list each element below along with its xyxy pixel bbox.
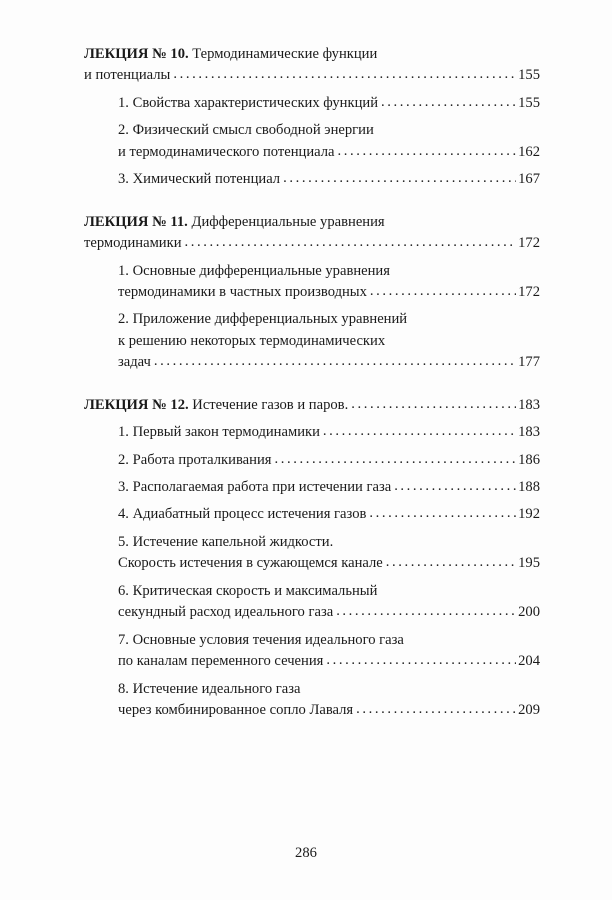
toc-item — [84, 120, 540, 163]
toc-item-label: 7. Основные условия течения идеального газа — [118, 631, 404, 648]
dot-leader — [381, 92, 516, 113]
toc-item-line-cont — [118, 553, 540, 574]
dot-leader — [338, 141, 517, 162]
dot-leader — [394, 476, 516, 497]
page-number: 183 — [518, 424, 540, 441]
toc-item-line-cont — [118, 700, 540, 721]
page-number: 177 — [518, 354, 540, 371]
dot-leader — [369, 503, 516, 524]
toc-item-line — [118, 477, 540, 498]
toc-item-label: 2. Приложение дифференциальных уравнений — [118, 311, 408, 328]
page-number: 155 — [518, 94, 540, 111]
dot-leader — [185, 232, 517, 253]
toc-item-line — [118, 630, 540, 651]
toc-item-line — [118, 261, 540, 282]
toc-heading — [84, 212, 540, 255]
toc-item-label: 8. Истечение идеального газа — [118, 680, 301, 697]
toc-item-label-cont: и термодинамического потенциала — [118, 143, 335, 160]
toc-item-label-cont: через комбинированное сопло Лаваля — [118, 701, 354, 718]
toc-item-line — [118, 309, 540, 330]
toc-item-label: 5. Истечение капельной жидкости. — [118, 533, 334, 550]
toc-item-line — [118, 679, 540, 700]
page-number: 188 — [518, 479, 540, 495]
dot-leader — [154, 351, 516, 372]
page-number: 192 — [518, 506, 540, 523]
toc-item-label-cont: по каналам переменного сечения — [118, 653, 324, 670]
toc-item — [84, 261, 540, 304]
toc-heading-line — [84, 395, 540, 416]
page-number: 162 — [518, 143, 540, 160]
lecture-label: ЛЕКЦИЯ № 11. — [84, 213, 188, 230]
toc-heading — [84, 395, 540, 416]
dot-leader — [356, 699, 516, 720]
dot-leader — [370, 281, 516, 302]
toc-item-label: 3. Располагаемая работа при истечении газа — [118, 479, 392, 495]
toc-item-label: 1. Свойства характеристических функций — [118, 94, 379, 111]
page-number: 186 — [518, 451, 540, 468]
toc-item-line-cont — [118, 331, 540, 352]
toc-heading-cont-line — [84, 65, 540, 86]
page-number: 167 — [518, 171, 540, 188]
dot-leader — [386, 552, 516, 573]
toc-block — [84, 212, 540, 374]
toc-heading-cont-line — [84, 233, 540, 254]
toc-item — [84, 450, 540, 471]
page-number: 209 — [518, 701, 540, 718]
dot-leader — [323, 421, 516, 442]
toc-item — [84, 309, 540, 373]
page-number: 195 — [518, 555, 540, 572]
page-number: 172 — [518, 235, 540, 252]
folio-page-number: 286 — [295, 845, 317, 861]
toc-item-line-cont — [118, 602, 540, 623]
toc-heading-line — [84, 212, 540, 233]
toc-item — [84, 93, 540, 114]
toc-item — [84, 169, 540, 190]
page-number: 200 — [518, 604, 540, 621]
lecture-title-cont: термодинамики — [84, 235, 182, 252]
toc-item-label: 2. Работа проталкивания — [118, 451, 272, 468]
lecture-title: Термодинамические функции — [188, 46, 378, 62]
toc-item — [84, 630, 540, 673]
toc-item — [84, 422, 540, 443]
toc-item-label: 3. Химический потенциал — [118, 171, 281, 188]
toc-item-label: 2. Физический смысл свободной энергии — [118, 122, 374, 139]
toc-item-label-cont: термодинамики в частных производных — [118, 283, 367, 300]
toc-item-line — [118, 504, 540, 525]
lecture-label: ЛЕКЦИЯ № 10. — [84, 46, 189, 62]
toc-item — [84, 532, 540, 575]
dot-leader — [351, 394, 516, 415]
lecture-title: Дифференциальные уравнения — [187, 213, 385, 230]
page-number: 204 — [518, 653, 540, 670]
toc-item-label-cont: секундный расход идеального газа — [118, 604, 334, 621]
toc-item-label-cont: Скорость истечения в сужающемся канале — [118, 555, 383, 572]
toc-item-line — [118, 581, 540, 602]
dot-leader — [336, 601, 516, 622]
toc-item-line-cont — [118, 282, 540, 303]
toc-item — [84, 504, 540, 525]
toc-item-label: 4. Адиабатный процесс истечения газов — [118, 506, 367, 523]
dot-leader — [274, 449, 516, 470]
toc-heading-line — [84, 44, 540, 65]
toc-item-line — [118, 450, 540, 471]
toc-item-label-cont2: задач — [118, 354, 151, 371]
dot-leader — [283, 168, 516, 189]
toc-block — [84, 395, 540, 722]
toc-item-line — [118, 532, 540, 553]
toc-item-line-cont2 — [118, 352, 540, 373]
lecture-title-cont: и потенциалы — [84, 67, 171, 84]
toc-item-line — [118, 93, 540, 114]
toc-item-label: 1. Основные дифференциальные уравнения — [118, 262, 390, 279]
toc-block — [84, 44, 540, 191]
toc-item-line — [118, 169, 540, 190]
page-number: 172 — [518, 283, 540, 300]
toc-item — [84, 679, 540, 722]
dot-leader — [326, 650, 516, 671]
toc-item-line — [118, 422, 540, 443]
toc-heading — [84, 44, 540, 87]
toc-item-line-cont — [118, 142, 540, 163]
lecture-label: ЛЕКЦИЯ № 12. — [84, 396, 189, 413]
toc-item-label-cont: к решению некоторых термодинамических — [118, 332, 386, 349]
dot-leader — [173, 64, 516, 85]
toc-item-line — [118, 120, 540, 141]
toc-item — [84, 477, 540, 498]
toc-item-line-cont — [118, 651, 540, 672]
toc-item-label: 6. Критическая скорость и максимальный — [118, 582, 378, 599]
toc-item — [84, 581, 540, 624]
page-number: 183 — [518, 396, 540, 413]
toc-item-label: 1. Первый закон термодинамики — [118, 424, 320, 441]
page-number: 155 — [518, 67, 540, 84]
table-of-contents — [84, 44, 540, 721]
lecture-title: Истечение газов и паров. — [188, 396, 349, 413]
